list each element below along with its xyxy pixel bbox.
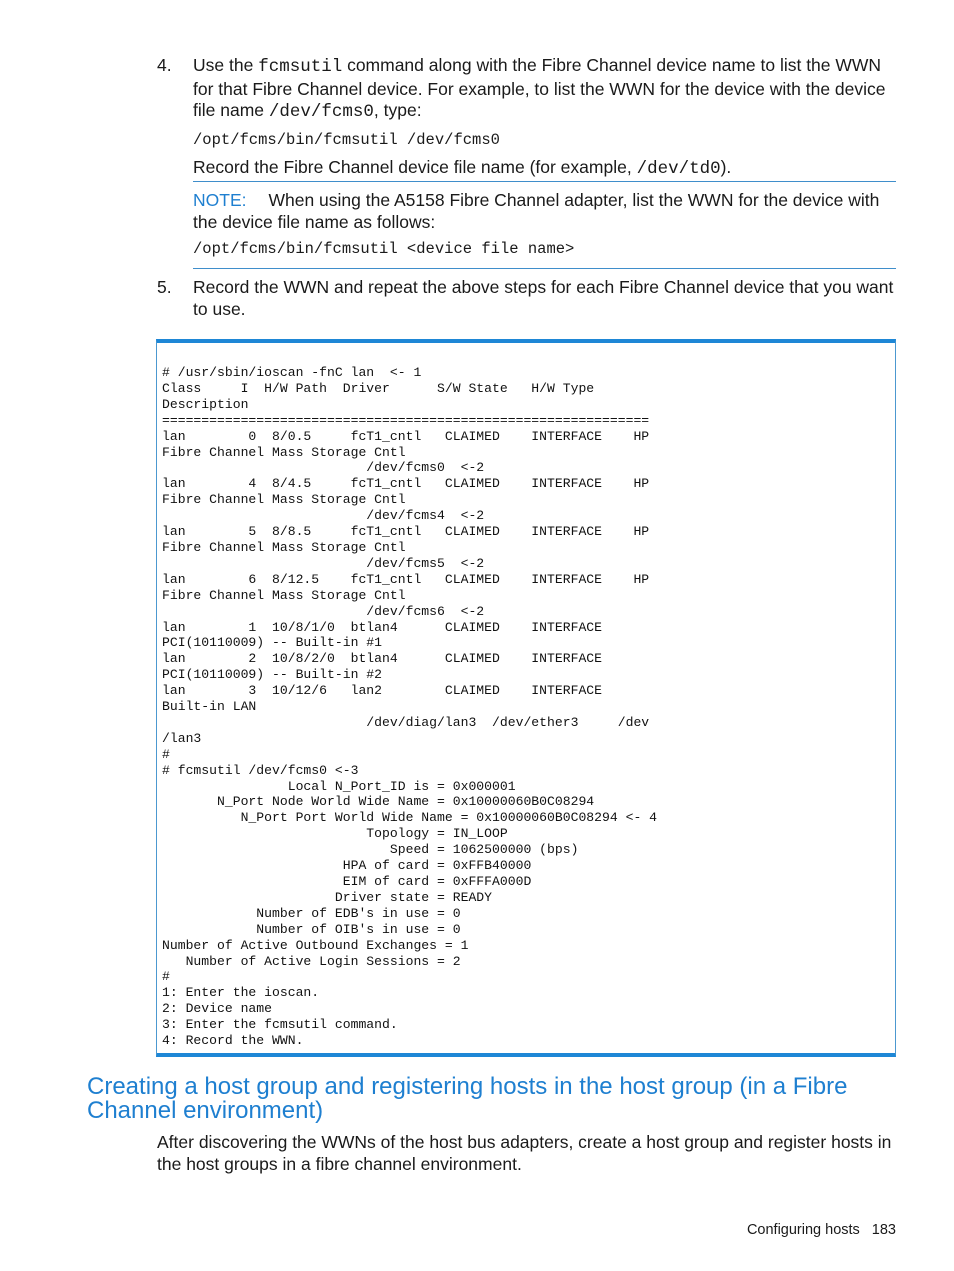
step-4-text-b: command along with the Fibre Channel device name to list the WWN for that Fibre Channel device. For example, to list the WWN for the device with the device file name bbox=[193, 55, 886, 120]
step-4-text-c: , type: bbox=[373, 100, 422, 120]
code-line: Built-in LAN bbox=[162, 699, 257, 715]
step-5-text: Record the WWN and repeat the above steps for each Fibre Channel device that you want to use. bbox=[193, 277, 894, 319]
code-line: /dev/fcms4 <-2 bbox=[366, 508, 485, 524]
section-paragraph: After discovering the WWNs of the host bus adapters, create a host group and register hosts in the host groups in a fibre channel environment. bbox=[157, 1132, 892, 1174]
code-line: lan 3 10/12/6 lan2 CLAIMED INTERFACE bbox=[162, 683, 603, 699]
code-line: N_Port Port World Wide Name = 0x10000060B0C08294 <- 4 bbox=[240, 810, 658, 826]
code-example-block bbox=[156, 339, 896, 1057]
code-line: 4: Record the WWN. bbox=[162, 1033, 304, 1049]
code-line: # /usr/sbin/ioscan -fnC lan <- 1 bbox=[162, 365, 422, 380]
code-line: N_Port Node World Wide Name = 0x10000060B0C08294 bbox=[217, 794, 595, 810]
note-box bbox=[193, 181, 896, 269]
code-line: Number of Active Login Sessions = 2 bbox=[185, 953, 461, 969]
code-line: Fibre Channel Mass Storage Cntl bbox=[162, 587, 406, 603]
inline-code-dev-td0: /dev/td0 bbox=[636, 159, 721, 179]
code-line: /dev/diag/lan3 /dev/ether3 /dev bbox=[366, 714, 650, 730]
step-4-command: /opt/fcms/bin/fcmsutil /dev/fcms0 bbox=[193, 130, 500, 149]
code-line: ============================================================== bbox=[162, 412, 650, 428]
code-line: Description bbox=[162, 396, 249, 412]
page-footer bbox=[747, 1222, 896, 1238]
step-4-body bbox=[193, 55, 895, 181]
code-line: 1: Enter the ioscan. bbox=[162, 985, 320, 1001]
code-line: Speed = 1062500000 (bps) bbox=[389, 842, 579, 858]
code-line: /lan3 bbox=[162, 730, 202, 746]
inline-code-fcmsutil: fcmsutil bbox=[258, 57, 343, 77]
code-line: HPA of card = 0xFFB40000 bbox=[342, 858, 532, 874]
code-line: Topology = IN_LOOP bbox=[366, 826, 508, 842]
code-line: Number of EDB's in use = 0 bbox=[256, 905, 461, 921]
code-line: Number of OIB's in use = 0 bbox=[256, 921, 461, 937]
inline-code-dev-fcms0: /dev/fcms0 bbox=[268, 102, 374, 122]
code-line: # bbox=[162, 746, 170, 762]
code-line: lan 4 8/4.5 fcT1_cntl CLAIMED INTERFACE HP bbox=[162, 476, 650, 492]
step-4-instruction bbox=[193, 55, 895, 124]
step-5-number: 5. bbox=[157, 277, 172, 297]
note-label: NOTE: bbox=[193, 190, 247, 210]
code-line: lan 6 8/12.5 fcT1_cntl CLAIMED INTERFACE HP bbox=[162, 571, 650, 587]
section-heading: Creating a host group and registering hosts in the host group (in a Fibre Channel environment) bbox=[87, 1073, 848, 1124]
code-line: /dev/fcms5 <-2 bbox=[366, 555, 485, 571]
code-line: lan 2 10/8/2/0 btlan4 CLAIMED INTERFACE bbox=[162, 651, 603, 667]
code-line: PCI(10110009) -- Built-in #2 bbox=[162, 667, 383, 683]
code-line: EIM of card = 0xFFFA000D bbox=[342, 874, 532, 889]
code-example-text bbox=[162, 365, 657, 1049]
code-line: Fibre Channel Mass Storage Cntl bbox=[162, 539, 406, 555]
code-line: Fibre Channel Mass Storage Cntl bbox=[162, 444, 406, 460]
note-text: When using the A5158 Fibre Channel adapter, list the WWN for the device with the device file name as follows: bbox=[193, 190, 880, 232]
code-line: Fibre Channel Mass Storage Cntl bbox=[162, 492, 406, 508]
page-number: 183 bbox=[871, 1222, 896, 1238]
code-line: Class I H/W Path Driver S/W State H/W Type bbox=[162, 380, 595, 396]
code-line: 3: Enter the fcmsutil command. bbox=[162, 1017, 398, 1033]
note-command: /opt/fcms/bin/fcmsutil <device file name> bbox=[193, 240, 575, 258]
footer-title: Configuring hosts bbox=[746, 1222, 860, 1238]
code-line: # fcmsutil /dev/fcms0 <-3 bbox=[162, 762, 359, 778]
code-line: lan 1 10/8/1/0 btlan4 CLAIMED INTERFACE bbox=[162, 619, 603, 635]
code-line: /dev/fcms6 <-2 bbox=[366, 603, 485, 619]
step-4-record-text-b: ). bbox=[720, 157, 732, 177]
step-4-record bbox=[193, 157, 895, 181]
code-line: Driver state = READY bbox=[334, 889, 493, 905]
code-line: /dev/fcms0 <-2 bbox=[366, 460, 485, 476]
code-line: Local N_Port_ID is = 0x000001 bbox=[287, 778, 516, 794]
step-4-number: 4. bbox=[157, 55, 172, 75]
step-4-record-text-a: Record the Fibre Channel device file name (for example, bbox=[193, 157, 637, 177]
code-line: # bbox=[162, 969, 170, 985]
code-line: Number of Active Outbound Exchanges = 1 bbox=[162, 937, 469, 953]
code-line: lan 5 8/8.5 fcT1_cntl CLAIMED INTERFACE HP bbox=[162, 524, 650, 540]
code-line: lan 0 8/0.5 fcT1_cntl CLAIMED INTERFACE HP bbox=[162, 428, 650, 444]
step-4-text-a: Use the bbox=[193, 55, 259, 75]
code-line: PCI(10110009) -- Built-in #1 bbox=[162, 635, 383, 651]
code-line: 2: Device name bbox=[162, 1001, 273, 1017]
step-5-body bbox=[193, 277, 895, 320]
note-content bbox=[193, 190, 896, 233]
